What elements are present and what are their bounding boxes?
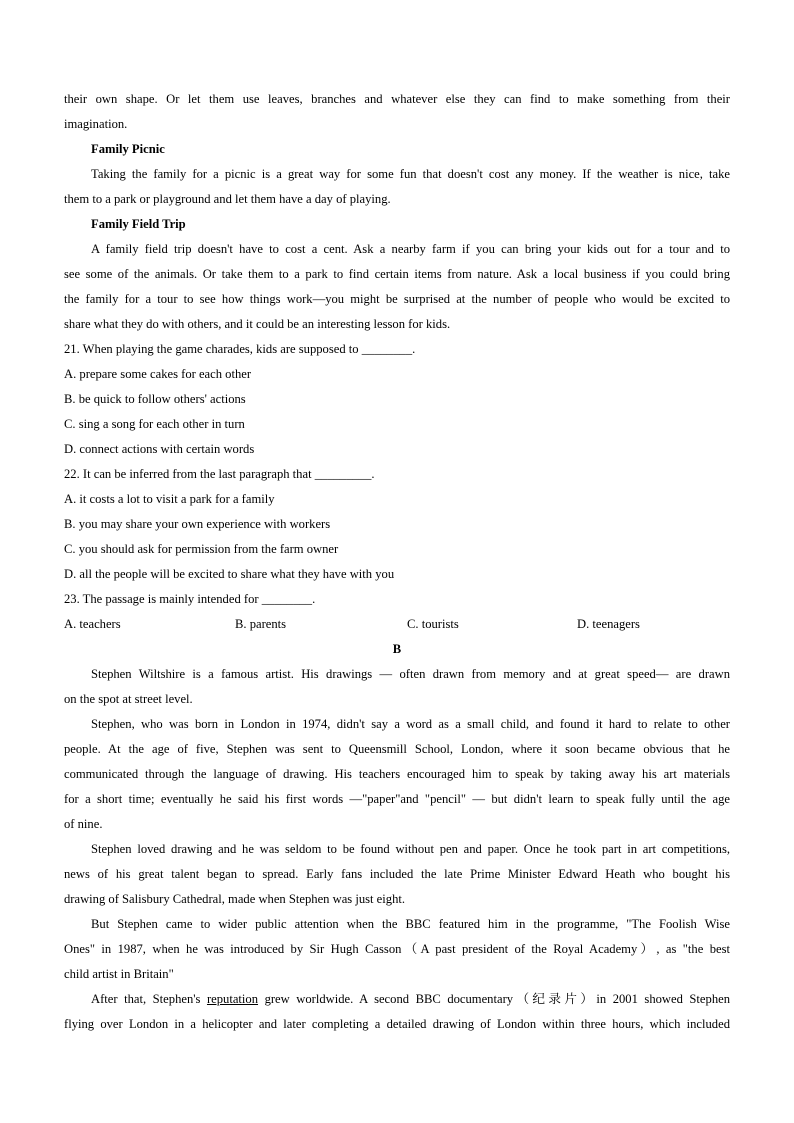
b-p2-line-4: for a short time; eventually he said his first words —"paper"and "pencil" — but didn't learn to speak fully until the age — [64, 792, 730, 806]
field-trip-line-1: A family field trip doesn't have to cost a cent. Ask a nearby farm if you can bring your kids out for a tour and to — [91, 242, 730, 256]
b-p3-line-3: drawing of Salisbury Cathedral, made when Stephen was just eight. — [64, 892, 406, 906]
question-22-option-b: B. you may share your own experience with workers — [64, 517, 331, 531]
question-21-stem: 21. When playing the game charades, kids are supposed to ________. — [64, 342, 416, 356]
b-p2-line-5: of nine. — [64, 817, 103, 831]
section-heading-family-field-trip: Family Field Trip — [91, 217, 186, 231]
b-p3-line-1: Stephen loved drawing and he was seldom to be found without pen and paper. Once he took part in art competitions, — [91, 842, 730, 856]
b-p1-line-2: on the spot at street level. — [64, 692, 193, 706]
question-23-stem: 23. The passage is mainly intended for ________. — [64, 592, 316, 606]
question-22-stem: 22. It can be inferred from the last paragraph that _________. — [64, 467, 375, 481]
field-trip-line-3: the family for a tour to see how things work—you might be surprised at the number of people who would be excited to — [64, 292, 730, 306]
part-b-heading: B — [392, 642, 402, 656]
question-21-option-d: D. connect actions with certain words — [64, 442, 255, 456]
field-trip-line-2: see some of the animals. Or take them to a park to find certain items from nature. Ask a local business if you could bring — [64, 267, 730, 281]
b-p2-line-3: communicated through the language of drawing. His teachers encouraged him to speak by taking away his art materials — [64, 767, 730, 781]
question-23-options — [64, 612, 730, 637]
b-p5-line-1 — [64, 987, 730, 1012]
question-23-option-d: D. teenagers — [577, 617, 640, 631]
section-heading-family-picnic: Family Picnic — [91, 142, 165, 156]
b-p2-line-1: Stephen, who was born in London in 1974, didn't say a word as a small child, and found it hard to relate to other — [91, 717, 730, 731]
question-22-option-a: A. it costs a lot to visit a park for a family — [64, 492, 275, 506]
reputation-underlined-word: reputation — [206, 992, 259, 1006]
question-22-option-d: D. all the people will be excited to share what they have with you — [64, 567, 395, 581]
question-23-option-b: B. parents — [235, 617, 287, 631]
document-page — [64, 87, 730, 1037]
question-21-option-c: C. sing a song for each other in turn — [64, 417, 245, 431]
b-p5-text-before: After that, Stephen's — [91, 992, 207, 1006]
intro-line-1: their own shape. Or let them use leaves, branches and whatever else they can find to make something from their — [64, 92, 730, 106]
b-p4-line-3: child artist in Britain" — [64, 967, 174, 981]
question-21-option-b: B. be quick to follow others' actions — [64, 392, 246, 406]
b-p5-line-2: flying over London in a helicopter and later completing a detailed drawing of London within three hours, which included — [64, 1017, 730, 1031]
question-23-option-a: A. teachers — [64, 617, 121, 631]
picnic-line-2: them to a park or playground and let them have a day of playing. — [64, 192, 391, 206]
intro-line-2: imagination. — [64, 117, 128, 131]
b-p4-line-2: Ones" in 1987, when he was introduced by Sir Hugh Casson（A past president of the Royal Academy）, as "the best — [64, 942, 730, 956]
question-23-option-c: C. tourists — [407, 617, 459, 631]
b-p2-line-2: people. At the age of five, Stephen was sent to Queensmill School, London, where it soon became obvious that he — [64, 742, 730, 756]
question-22-option-c: C. you should ask for permission from the farm owner — [64, 542, 339, 556]
b-p5-text-after: grew worldwide. A second BBC documentary（纪录片）in 2001 showed Stephen — [258, 992, 731, 1006]
picnic-line-1: Taking the family for a picnic is a great way for some fun that doesn't cost any money. If the weather is nice, take — [91, 167, 730, 181]
b-p4-line-1: But Stephen came to wider public attention when the BBC featured him in the programme, "The Foolish Wise — [91, 917, 730, 931]
b-p3-line-2: news of his great talent began to spread. Early fans included the late Prime Minister Edward Heath who bought his — [64, 867, 730, 881]
question-21-option-a: A. prepare some cakes for each other — [64, 367, 252, 381]
field-trip-line-4: share what they do with others, and it could be an interesting lesson for kids. — [64, 317, 451, 331]
b-p1-line-1: Stephen Wiltshire is a famous artist. His drawings — often drawn from memory and at great speed— are drawn — [91, 667, 730, 681]
